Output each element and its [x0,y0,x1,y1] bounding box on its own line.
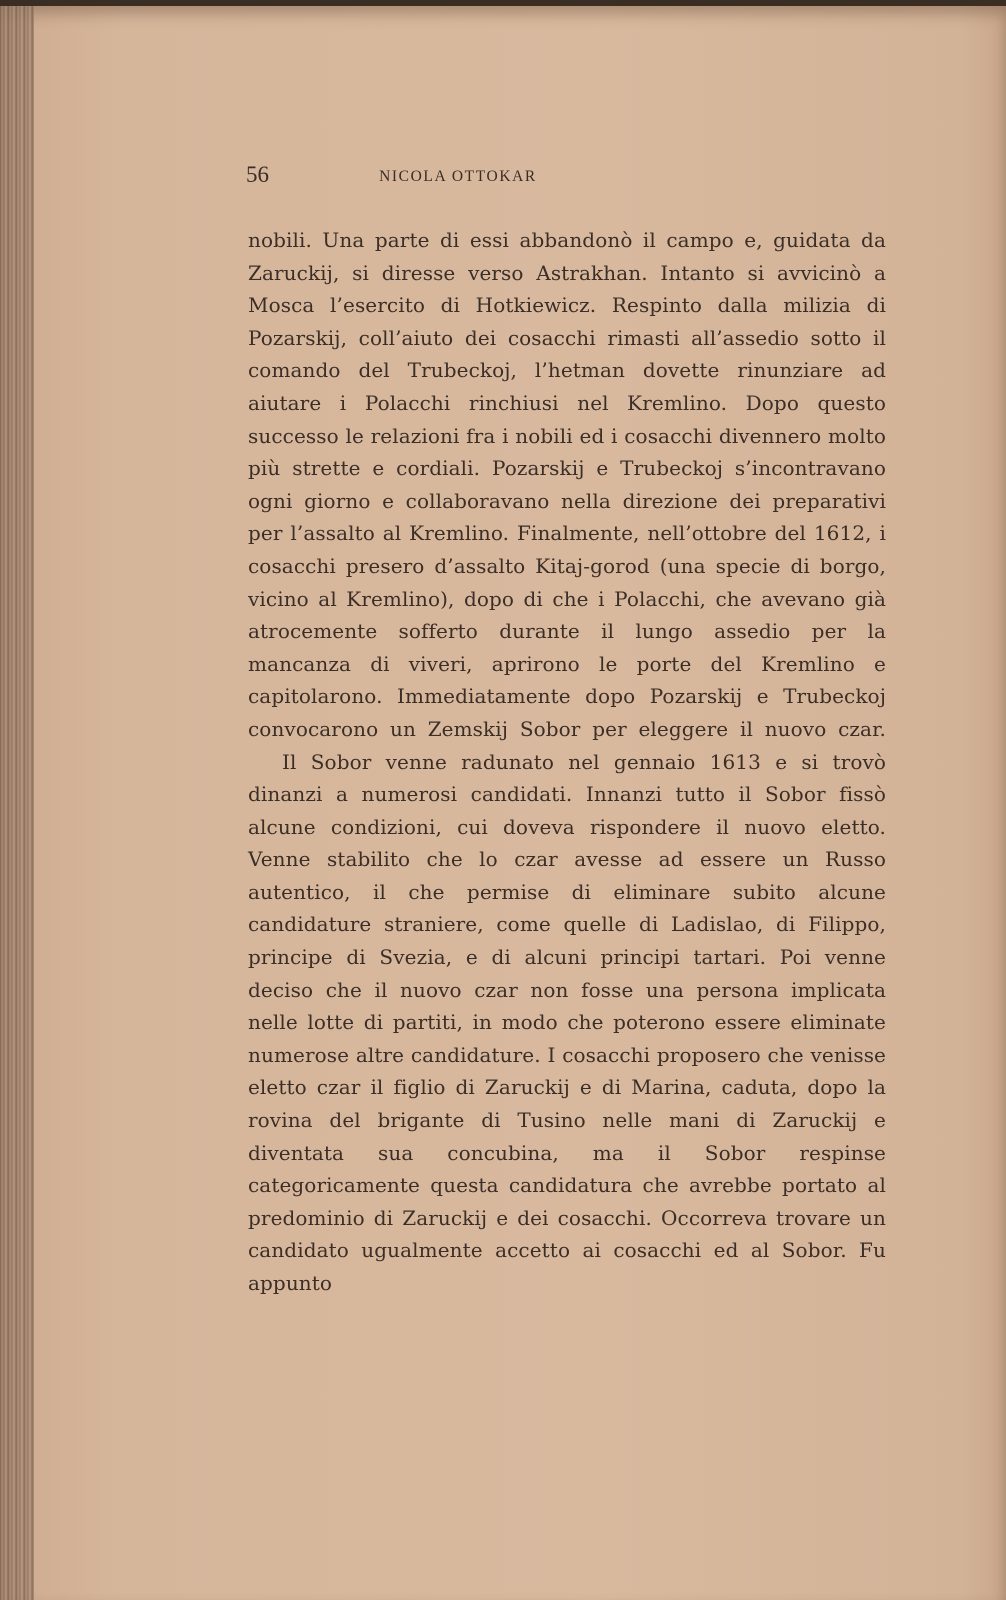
book-spine-edge [0,6,34,1600]
page-number: 56 [246,162,269,187]
paragraph: Il Sobor venne radunato nel gennaio 1613 e si trovò dinanzi a numerosi candidati. Innanzi tutto il Sobor fissò alcune condizioni, cui doveva rispondere il nuovo eletto. Venne stabilito che lo czar avesse ad essere un Russo autentico, il che permise di eliminare subito alcune candidature straniere, come quelle di Ladislao, di Filippo, principe di Svezia, e di alcuni principi tartari. Poi venne deciso che il nuovo czar non fosse una persona implicata nelle lotte di partiti, in modo che poterono essere eliminate numerose altre candidature. I cosacchi proposero che venisse eletto czar il figlio di Zaruckij e di Marina, caduta, dopo la rovina del brigante di Tusino nelle mani di Zaruckij e diventata sua concubina, ma il Sobor respinse categoricamente questa candidatura che avrebbe portato al predominio di Zaruckij e dei cosacchi. Occorreva trovare un candidato ugualmente accetto ai cosacchi ed al Sobor. Fu appunto [248,749,886,1295]
running-head: NICOLA OTTOKAR [379,168,537,185]
paragraph: nobili. Una parte di essi abbandonò il campo e, guidata da Zaruckij, si diresse verso Astrakhan. Intanto si avvicinò a Mosca l’esercito di Hotkiewicz. Respinto dalla milizia di Pozarskij, coll’aiuto dei cosacchi rimasti all’assedio sotto il comando del Trubeckoj, l’hetman dovette rinunziare ad aiutare i Polacchi rinchiusi nel Kremlino. Dopo questo successo le relazioni fra i nobili ed i cosacchi divennero molto più strette e cordiali. Pozarskij e Trubeckoj s’incontravano ogni giorno e collaboravano nella direzione dei preparativi per l’assalto al Kremlino. Finalmente, nell’ottobre del 1612, i cosacchi presero d’assalto Kitaj-gorod (una specie di borgo, vicino al Kremlino), dopo di che i Polacchi, che avevano già atrocemente sofferto durante il lungo assedio per la mancanza di viveri, aprirono le porte del Kremlino e capitolarono. Immediatamente dopo Pozarskij e Trubeckoj convocarono un Zemskij Sobor per eleggere il nuovo czar. [248,228,886,741]
page-header [246,162,670,192]
body-text [248,224,886,1384]
book-page [0,6,1006,1600]
